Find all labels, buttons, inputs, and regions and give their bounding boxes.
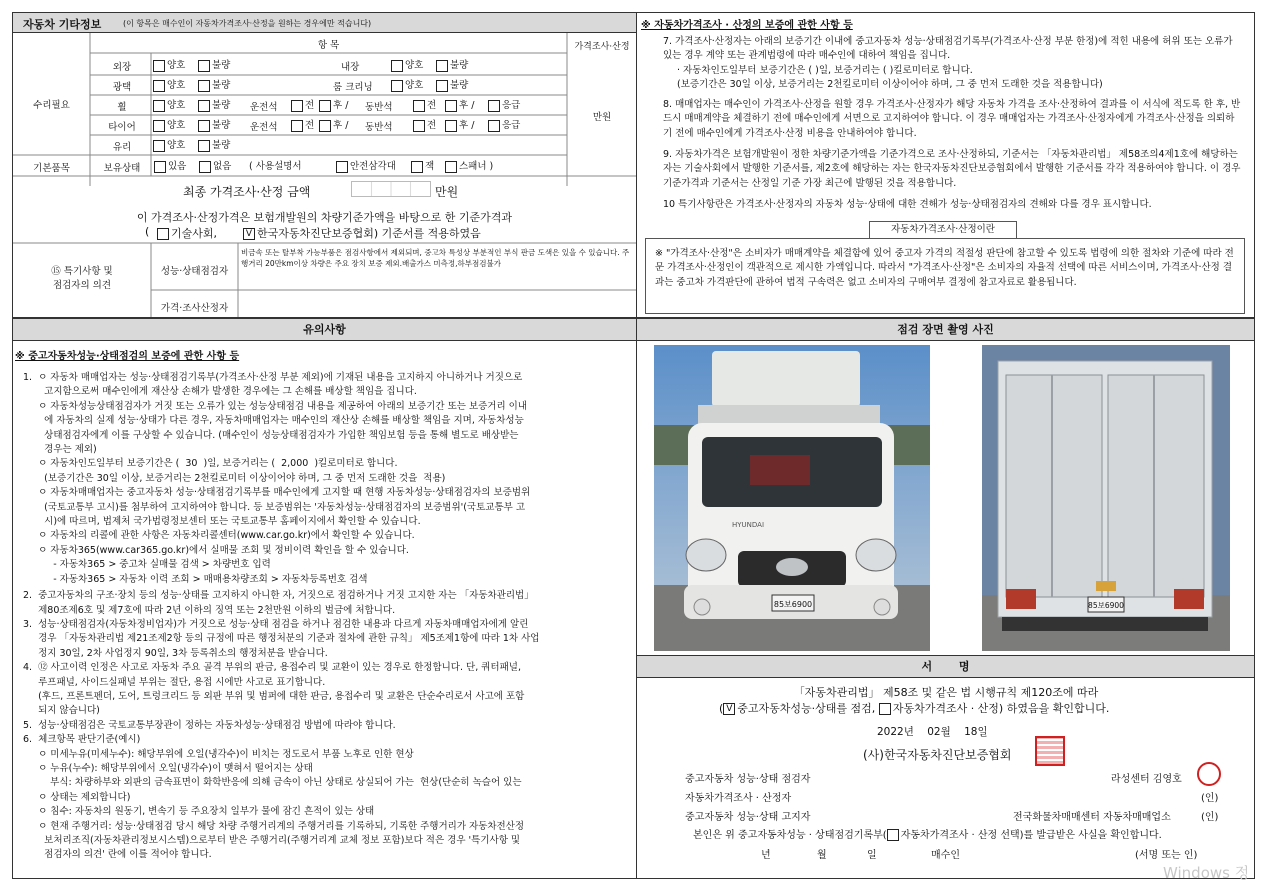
label-exterior: 외장 — [112, 62, 132, 73]
guarantee-item-7-note: (보증기간은 30일 이상, 보증거리는 2천킬로미터 이상이어야 하며, 그 중 먼저 도래한 것을 적용합니다) — [677, 79, 1103, 90]
notes-line: ㅇ 자동차매매업자는 중고자동차 성능·상태점검기록부를 매수인에게 고지할 때 현행 자동차성능·상태점검자의 보증범위 — [23, 487, 531, 499]
notes-line: 4. ⑫ 사고이력 인정은 사고로 자동차 주요 골격 부위의 판금, 용접수리 및 교환이 있는 경우로 한정합니다. 단, 쿼터패널, — [23, 662, 521, 674]
notes-line: 고지함으로써 매수인에게 재산상 손해가 발생한 경우에는 그 손해를 배상할 책임을 집니다. — [23, 386, 417, 398]
vehicle-extra-info-section: 자동차 기타정보 (이 항목은 매수인이 자동차가격조사·산정을 원하는 경우에만 적습니다) 항 목 가격조사·산정 수리필요 만원 외장 양호 불량 내장 양호 불량 광택 양호 불량 룸 크리닝 양호 불량 휠 양호 불량 운전석 전 후 / 동반석 전 후 / 응급 타이어 양호 불량 운전석 전 후 / 동반석 전 후 / 응급 유리 양호 불량 기본품목 보유상태 있음 없음 ( 사용설명서 안전삼각대 잭 스패너 ) 최종 가격조사·산정 금액 만원 이 가격조사·산정가격은 보험개발원의 차량기준가액을 바탕으로 한 기준가격과 ( 기술사회, V 한국자동차진단보증협회) 기준서를 적용하였음 ⑮ 특기사항 및 점검자의 의견 성능·상태점검자 비금속 또는 탈부착 가능부품은 점검사항에서 제외되며, 중고차 특성상 부분적인 부식 판금 도색은 있을 수 있습니다. 주행거리 20만km이상 차량은 주요 장치 보증 제외.배출가스 미측정,하부점검불가 가격·조사산정자 — [12, 12, 637, 318]
guarantee-item-9: 9. 자동차가격은 보험개발원이 정한 차량기준가액을 기준가격으로 조사·산정하되, 기준서는 「자동차관리법」 제58조의4제1호에 해당하는 자는 기술사회에서 발행한 기준서를, 제2호에 해당하는 자는 한국자동차진단보증협회에서 발행한 기준서를 각각 적용하여야 합니다. 이 경우 기준가격과 기준서는 산정일 기준 가장 최근에 발행된 것을 적용합니다. — [663, 149, 1241, 189]
sign-day: 18일 — [964, 726, 988, 738]
signature-title: 서 명 — [637, 655, 1255, 678]
notes-line: ㅇ 누유(누수): 해당부위에서 오일(냉각수)이 맺혀서 떨어지는 상태 — [23, 762, 313, 774]
row-basic-items: 기본품목 보유상태 있음 없음 ( 사용설명서 안전삼각대 잭 스패너 ) — [13, 157, 636, 175]
notes-line: 3. 성능·상태점검자(자동차정비업자)가 거짓으로 성능·상태 점검을 하거나 점검한 내용과 다르게 자동차매매업자에게 알린 — [23, 618, 529, 630]
inspector-row-name: 라성센터 김영호 — [1111, 774, 1182, 785]
label-room-cleaning: 룸 크리닝 — [333, 82, 373, 93]
tire-driver-label: 운전석 — [250, 122, 278, 133]
wheel-emergency-checkbox[interactable] — [488, 100, 500, 112]
engineer-society-checkbox[interactable] — [157, 228, 169, 240]
org-seal-icon — [1035, 736, 1065, 766]
repair-needed-label: 수리필요 — [33, 100, 70, 111]
tire-bad-checkbox[interactable] — [198, 120, 210, 132]
pricer-row-label: 자동차가격조사 · 산정자 — [685, 793, 792, 804]
notes-line: 되지 않습니다) — [23, 705, 100, 717]
price-definition-text: ※ "가격조사·산정"은 소비자가 매매계약을 체결함에 있어 중고자 가격의 적절성 판단에 참고할 수 있도록 법령에 의한 절차와 기준에 따라 전문 가격조사·산정인이 객관적으로 제시한 가액입니다. 따라서 "가격조사·산정"은 소비자의 자율적 선택에 따른 서비스이며, 가격조사·산정 결과는 중고차 가격판단에 관하여 법적 구속력은 없고 소비자의 구매여부 결정에 참고자료로 활용됩니다. — [655, 248, 1234, 288]
final-amount-row — [13, 181, 636, 201]
inspector-label: 성능·상태점검자 — [160, 266, 229, 277]
truck-rear-illustration — [982, 345, 1230, 651]
wheel-driver-rear-checkbox[interactable] — [319, 100, 331, 112]
org-name: (사)한국자동차진단보증협회 — [863, 748, 1012, 762]
final-amount-label: 최종 가격조사·산정 금액 — [183, 185, 311, 199]
wheel-bad-checkbox[interactable] — [198, 100, 210, 112]
notifier-row-sign: (인) — [1201, 812, 1219, 823]
notes-line: ㅇ 자동차성능상태점검자가 거짓 또는 오류가 있는 성능상태점검 내용을 제공하여 아래의 보증기간 또는 보증거리 이내 — [23, 400, 528, 412]
wheel-passenger-rear-checkbox[interactable] — [445, 100, 457, 112]
interior-good-checkbox[interactable] — [391, 60, 403, 72]
notes-line: 점검자의 의견' 란에 이를 적어야 합니다. — [23, 849, 212, 861]
gloss-bad-checkbox[interactable] — [198, 80, 210, 92]
exterior-good-checkbox[interactable] — [153, 60, 165, 72]
wheel-good-checkbox[interactable] — [153, 100, 165, 112]
inspection-checkbox[interactable]: V — [723, 703, 735, 715]
truck-front-photo — [654, 345, 930, 651]
notes-line: 제80조제6호 및 제7호에 따라 2년 이하의 징역 또는 2천만원 이하의 벌금에 처합니다. — [23, 604, 396, 616]
sign-date — [877, 724, 988, 739]
row-tire: 타이어 양호 불량 운전석 전 후 / 동반석 전 후 / 응급 — [93, 117, 563, 133]
label-glass: 유리 — [112, 142, 132, 153]
wheel-passenger-front-checkbox[interactable] — [413, 100, 425, 112]
row-wheel: 휠 양호 불량 운전석 전 후 / 동반석 전 후 / 응급 — [93, 97, 563, 113]
label-interior: 내장 — [341, 62, 360, 73]
notes-line: 부식: 차량하부와 외판의 금속표면이 화학반응에 의해 금속이 아닌 상태로 상실되어 가는 현상(단순히 녹슬어 있는 — [23, 777, 522, 789]
special-notes-label: ⑮ 특기사항 및 점검자의 의견 — [51, 266, 113, 291]
basis-line: 이 가격조사·산정가격은 보험개발원의 차량기준가액을 바탕으로 한 기준가격과 — [136, 211, 513, 224]
inspector-note: 비금속 또는 탈부착 가능부품은 점검사항에서 제외되며, 중고차 특성상 부분적인 부식 판금 도색은 있을 수 있습니다. 주행거리 20만km이상 차량은 주요 장치 보증 제외.배출가스 미측정,하부점검불가 — [241, 248, 630, 268]
notes-line: 2. 중고자동차의 구조·장치 등의 성능·상태를 고지하지 아니한 자, 거짓으로 점검하거나 거짓 고지한 자는 「자동차관리법」 — [23, 590, 534, 602]
signature-section: 「자동차관리법」 제58조 및 같은 법 시행규칙 제120조에 따라 ( V 중고자동차성능·상태를 점검, 자동차가격조사 · 산정) 하였음을 확인합니다. 2022년 02월 18일 (사)한국자동차진단보증협회 중고자동차 성능·상태 점검자 라성센터 김영호 자동차가격조사 · 산정자 (인) 중고자동차 성능·상태 고지자 전국화물차매매센터 자동차매매업소 (인) 본인은 위 중고자동차성능 · 상태점검기록부( 자동차가격조사 · 산정 선택)를 발급받은 사실을 확인합니다. 년 월 일 매수인 (서명 또는 인) Windows 정 — [637, 678, 1255, 879]
notes-line: ㅇ 자동차365(www.car365.go.kr)에서 실매물 조회 및 정비이력 확인을 할 수 있습니다. — [23, 544, 409, 556]
photos-title: 점검 장면 촬영 사진 — [637, 318, 1255, 341]
label-wheel: 휠 — [117, 102, 127, 113]
notifier-row-name: 전국화물차매매센터 자동차매매업소 — [1013, 812, 1171, 823]
confirm-line: ( V 중고자동차성능·상태를 점검, 자동차가격조사 · 산정) 하였음을 확인합니다. — [719, 702, 1110, 715]
buyer-confirm-line: 본인은 위 중고자동차성능 · 상태점검기록부( 자동차가격조사 · 산정 선택)를 발급받은 사실을 확인합니다. — [693, 830, 1162, 841]
tire-driver-front-checkbox[interactable] — [291, 120, 303, 132]
none-checkbox[interactable] — [199, 161, 211, 173]
truck-front-illustration — [654, 345, 930, 651]
notes-line: 5. 성능·상태점검은 국토교통부장관이 정하는 자동차성능·상태점검 방법에 따라야 합니다. — [23, 719, 396, 731]
notes-line: 경우 「자동차관리법 제21조제2항 등의 규정에 따른 행정처분의 기준과 절차에 관한 규칙」 제5조제1항에 따라 1차 사업 — [23, 633, 540, 645]
tire-emergency-checkbox[interactable] — [488, 120, 500, 132]
notifier-row-label: 중고자동차 성능·상태 고지자 — [685, 812, 811, 823]
price-unit: 만원 — [592, 112, 612, 123]
col-price-header: 가격조사·산정 — [574, 42, 630, 52]
section-title: 자동차 기타정보 — [23, 18, 102, 31]
owned-status-label: 보유상태 — [103, 163, 141, 174]
label-gloss: 광택 — [112, 82, 132, 93]
final-amount-input[interactable] — [351, 181, 431, 197]
notes-section — [12, 341, 637, 879]
room-bad-checkbox[interactable] — [436, 80, 448, 92]
rear-plate: 85보6900 — [1088, 601, 1124, 610]
buyer-sign: (서명 또는 인) — [1135, 850, 1198, 861]
tire-good-checkbox[interactable] — [153, 120, 165, 132]
row-glass: 유리 양호 불량 — [93, 137, 563, 153]
notes-line: 1. ㅇ 자동차 매매업자는 성능·상태점검기록부(가격조사·산정 부분 제외)에 기재된 내용을 고지하지 아니하거나 거짓으로 — [23, 372, 523, 383]
section-title-note: (이 항목은 매수인이 자동차가격조사·산정을 원하는 경우에만 적습니다) — [123, 19, 372, 28]
notes-line: (국토교통부 고시)를 첨부하여 고지하여야 합니다. 등 보증범위는 '자동차성능·상태점검자의 보증범위'(국토교통부 고 — [23, 501, 526, 513]
notes-line: - 자동차365 > 자동차 이력 조회 > 매매용차량조회 > 자동차등록번호 검색 — [23, 573, 368, 585]
notes-line: ㅇ 침수: 자동차의 원동기, 변속기 등 주요장치 일부가 물에 잠긴 흔적이 있는 상태 — [23, 806, 375, 818]
front-plate: 85보6900 — [773, 600, 813, 609]
tire-passenger-rear-checkbox[interactable] — [445, 120, 457, 132]
tire-passenger-front-checkbox[interactable] — [413, 120, 425, 132]
section-title-bar — [13, 13, 636, 33]
glass-good-checkbox[interactable] — [153, 140, 165, 152]
law-line: 「자동차관리법」 제58조 및 같은 법 시행규칙 제120조에 따라 — [793, 686, 1099, 699]
notes-line: 상태점검자에게 이를 구상할 수 있습니다. (매수인이 성능상태점검자가 가입한 책임보험 등을 통해 별도로 배상받는 — [23, 429, 519, 441]
guarantee-item-7: 7. 가격조사·산정자는 아래의 보증기간 이내에 중고자동차 성능·상태점검기록부(가격조사·산정 부분 한정)에 적힌 내용에 허위 또는 오류가 있는 경우 계약 또는 관계법령에 따라 매수인에 대하여 책임을 집니다. — [663, 36, 1233, 62]
notes-list — [23, 371, 633, 863]
inspector-seal-icon — [1197, 762, 1221, 786]
pricer-row-sign: (인) — [1201, 793, 1219, 804]
inspector-row-label: 중고자동차 성능·상태 점검자 — [685, 774, 811, 785]
notes-line: 보처리조직(자동차관리정보시스템)으로부터 받은 주행거리(주행거리계 교체 정보 포함)보다 적은 경우 '특기사항 및 — [23, 835, 521, 846]
notes-line: (보증기간은 30일 이상, 보증거리는 2천킬로미터 이상이어야 하며, 그 중 먼저 도래한 것을 적용) — [23, 472, 446, 484]
notes-line: ㅇ 미세누유(미세누수): 해당부위에 오일(냉각수)이 비치는 정도로서 부품 노후로 인한 현상 — [23, 748, 414, 760]
triangle-checkbox[interactable] — [336, 161, 348, 173]
glass-bad-checkbox[interactable] — [198, 140, 210, 152]
buyer-price-checkbox[interactable] — [887, 829, 899, 841]
guarantee-item-8: 8. 매매업자는 매수인이 가격조사·산정을 원할 경우 가격조사·산정자가 해당 자동차 가격을 조사·산정하여 결과를 이 서식에 적도록 한 후, 반드시 매매계약을 체결하기 전에 매수인에게 서면으로 고지하여야 합니다. 이 경우 매매업자는 가격조사·산정자에게 가격조사·산정을 의뢰하기 전에 매수인에게 가격조사·산정 비용을 안내하여야 합니다. — [663, 99, 1241, 139]
pricer-label: 가격·조사산정자 — [160, 303, 229, 314]
guarantee-item-7-period: · 자동차인도일부터 보증기간은 ( )일, 보증거리는 ( )킬로미터로 합니다. — [677, 65, 973, 76]
photos-section — [637, 341, 1255, 655]
interior-bad-checkbox[interactable] — [436, 60, 448, 72]
sign-month: 02월 — [927, 726, 951, 738]
notes-line: 루프패널, 사이드실패널 부위는 절단, 용접 시에만 사고로 표기합니다. — [23, 676, 326, 688]
wheel-driver-front-checkbox[interactable] — [291, 100, 303, 112]
basic-items-label: 기본품목 — [33, 163, 70, 174]
notes-line: 에 자동차의 실제 성능·상태가 다른 경우, 자동차매매업자는 매수인의 재산상 손해를 배상할 책임을 지며, 자동차성능 — [23, 415, 524, 427]
notes-title: 유의사항 — [12, 318, 637, 341]
notes-line: 경우는 제외) — [23, 444, 97, 456]
col-item-header: 항 목 — [317, 40, 340, 51]
notes-line: 정지 30일, 2차 사업정지 90일, 3차 등록취소의 행정처분을 받습니다. — [23, 647, 328, 659]
notes-line: ㅇ 상태는 제외합니다) — [23, 791, 131, 803]
tire-passenger-label: 동반석 — [365, 122, 393, 133]
notes-line: ㅇ 현재 주행거리: 성능·상태점검 당시 해당 차량 주행거리계의 주행거리를 기록하되, 기록한 주행거리가 자동차전산정 — [23, 820, 525, 832]
room-good-checkbox[interactable] — [391, 80, 403, 92]
kadia-checkbox[interactable]: V — [243, 228, 255, 240]
price-check-checkbox[interactable] — [879, 703, 891, 715]
exterior-bad-checkbox[interactable] — [198, 60, 210, 72]
notes-line: ㅇ 자동차의 리콜에 관한 사항은 자동차리콜센터(www.car.go.kr)에서 확인할 수 있습니다. — [23, 530, 415, 542]
tire-driver-rear-checkbox[interactable] — [319, 120, 331, 132]
windows-watermark: Windows 정 — [1163, 864, 1250, 882]
front-brand: HYUNDAI — [732, 521, 765, 529]
notes-line: 시)에 따르며, 법제처 국가법령정보센터 또는 국토교통부 홈페이지에서 확인할 수 있습니다. — [23, 516, 421, 528]
row-gloss: 광택 양호 불량 룸 크리닝 양호 불량 — [93, 77, 563, 93]
jack-checkbox[interactable] — [411, 161, 423, 173]
notes-line: ㅇ 자동차인도일부터 보증기간은 ( 30 )일, 보증거리는 ( 2,000 )킬로미터로 합니다. — [23, 458, 398, 470]
notes-subtitle: ※ 중고자동차성능·상태점검의 보증에 관한 사항 등 — [15, 351, 240, 362]
truck-rear-photo — [982, 345, 1230, 651]
row-exterior: 외장 양호 불량 내장 양호 불량 — [93, 57, 563, 73]
final-amount-unit: 만원 — [435, 185, 459, 199]
buyer-label: 매수인 — [931, 850, 960, 861]
notes-line: - 자동차365 > 중고차 실매물 검색 > 차량번호 입력 — [23, 559, 271, 571]
price-guarantee-section — [637, 12, 1255, 318]
wheel-driver-label: 운전석 — [250, 102, 278, 113]
price-definition-title: 자동차가격조사·산정이란 — [869, 221, 1017, 239]
guarantee-item-10: 10 특기사항란은 가격조사·산정자의 자동차 성능·상태에 대한 견해가 성능·상태점검자의 견해와 다를 경우 표시합니다. — [663, 199, 1152, 210]
sign-year: 2022년 — [877, 726, 914, 738]
has-checkbox[interactable] — [154, 161, 166, 173]
label-tire: 타이어 — [108, 122, 136, 133]
spanner-checkbox[interactable] — [445, 161, 457, 173]
wheel-passenger-label: 동반석 — [365, 102, 393, 113]
notes-line: 6. 체크항목 판단기준(예시) — [23, 734, 141, 746]
price-guarantee-title: ※ 자동차가격조사 · 산정의 보증에 관한 사항 등 — [641, 20, 853, 31]
gloss-good-checkbox[interactable] — [153, 80, 165, 92]
notes-line: (후드, 프론트펜더, 도어, 트렁크리드 등 외판 부위 및 범퍼에 대한 판금, 용접수리 및 교환은 단순수리로서 사고에 포함 — [23, 690, 525, 702]
